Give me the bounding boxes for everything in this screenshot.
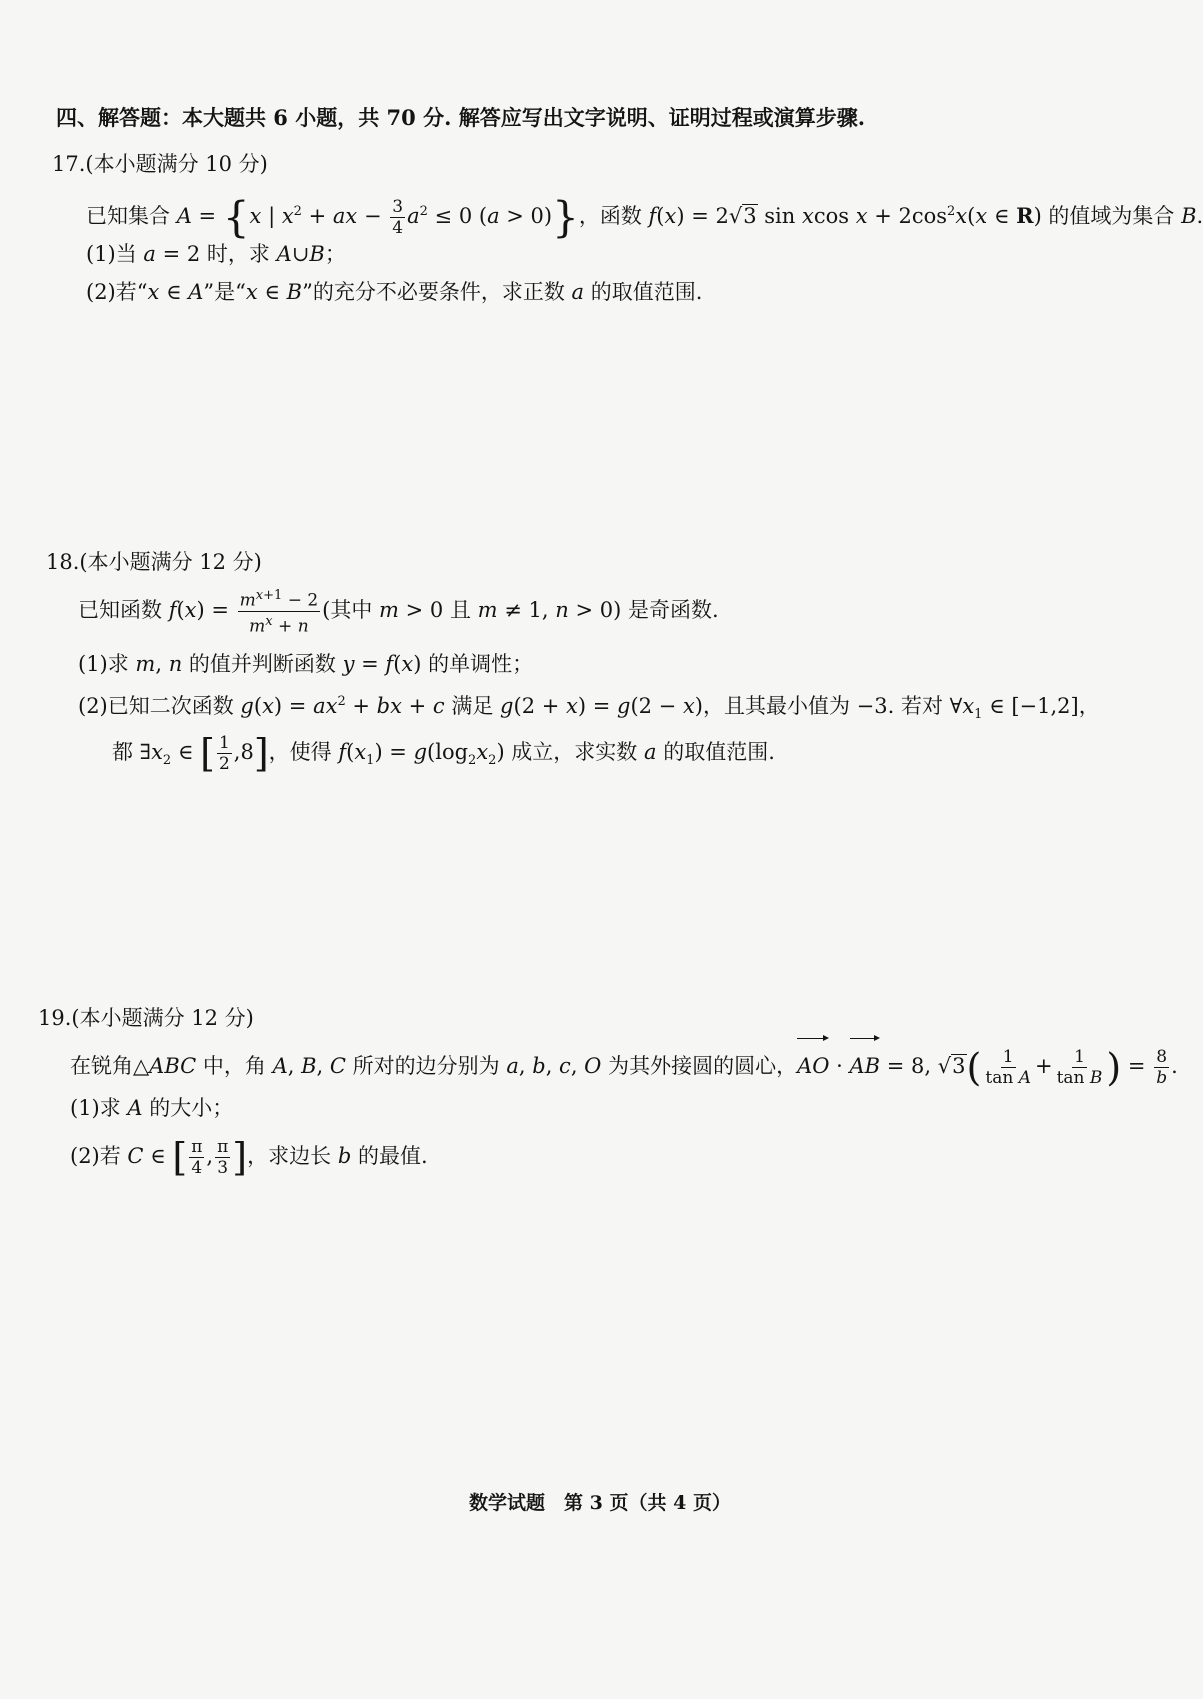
problem-18-header — [46, 548, 262, 576]
problem-18-stem: 已知函数 f(x) = $\frac{m^{x+1} - 2}{m^x + n}$ (其中 m > 0 且 m ≠ 1, n > 0) 是奇函数. — [78, 588, 719, 637]
problem-19-part-1: (1)求 A 的大小； — [70, 1096, 234, 1120]
problem-18-part-2: (2)已知二次函数 $g(x) = ax^2$ + bx + c 满足 g(2 + x) = g(2 − x)，且其最小值为 −3. 若对 $\forall x_1$ ∈ [−1,2]， — [78, 694, 1100, 723]
problem-18-part-1: (1)求 m, n 的值并判断函数 y = f(x) 的单调性； — [78, 652, 534, 676]
problem-number: 18. — [46, 550, 80, 574]
problem-17-part-2: (2)若“x ∈ A”是“x ∈ B”的充分不必要条件，求正数 a 的取值范围. — [86, 280, 703, 304]
problem-19-part-2: (2)若 C ∈ [ $\frac{\pi}{4}$ , $\frac{\pi}{3}$ ]，求边长 b 的最值. — [70, 1135, 428, 1180]
page-footer: 数学试题 第 3 页（共 4 页） — [469, 1492, 731, 1514]
problem-points: (本小题满分 12 分) — [79, 550, 262, 574]
problem-19-header — [38, 1004, 254, 1032]
problem-17-part-1: (1)当 a = 2 时，求 A∪B； — [86, 242, 346, 266]
problem-points: (本小题满分 12 分) — [71, 1006, 254, 1030]
problem-19-stem: 在锐角△ABC 中，角 A, B, C 所对的边分别为 a, b, c, O 为其外接圆的圆心，AO · AB = 8, √3( $\frac{1}{\text{tan A}}$ + $\frac{1}{\text{tan B}}$ ) = $\frac{8}{b}$ . — [70, 1040, 1178, 1092]
problem-17-header — [52, 150, 268, 178]
problem-number: 19. — [38, 1006, 72, 1030]
problem-points: (本小题满分 10 分) — [85, 152, 268, 176]
problem-17-stem: 已知集合 A = {x | $x^2$ + ax − $\frac{3}{4}$ $a^2 \le 0$ (a > 0)}，函数 f(x) = 2√3 sin xcos $x + 2\cos^2x(x$ ∈ R) 的值域为集合 B. — [86, 192, 1203, 242]
problem-number: 17. — [52, 152, 86, 176]
section-header: 四、解答题：本大题共 6 小题，共 70 分. 解答应写出文字说明、证明过程或演算步骤. — [56, 105, 866, 130]
problem-18-part-2-cont: 都 $\exists x_2$ ∈ [ $\frac{1}{2}$ ,8]，使得 $f(x_1) = g(\log_2x_2)$ 成立，求实数 a 的取值范围. — [112, 731, 775, 776]
